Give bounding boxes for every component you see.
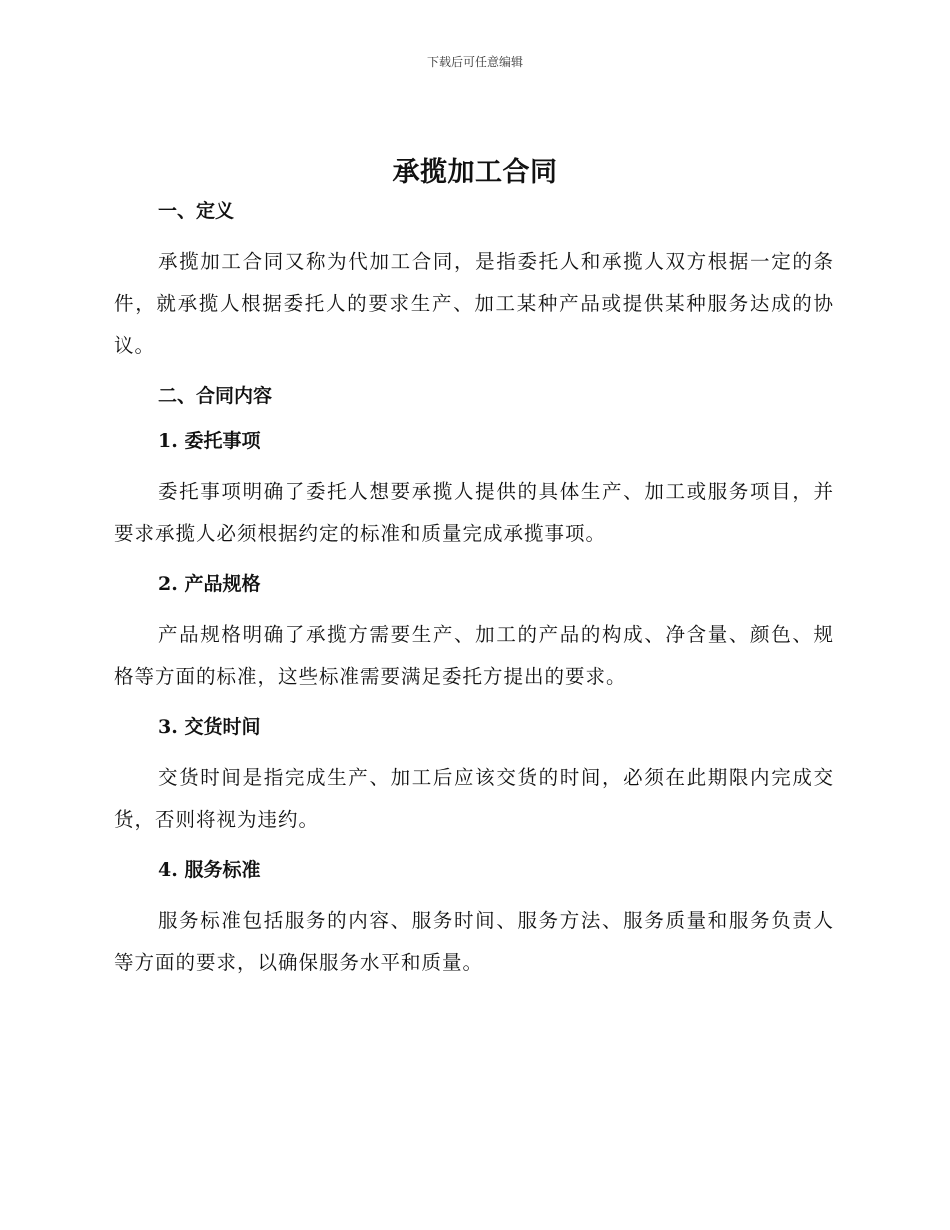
- section-delivery-time: [114, 712, 834, 855]
- section-paragraph: 委托事项明确了委托人想要承揽人提供的具体生产、加工或服务项目，并要求承揽人必须根据约定的标准和质量完成承揽事项。: [114, 480, 834, 545]
- section-paragraph: 交货时间是指完成生产、加工后应该交货的时间，必须在此期限内完成交货，否则将视为违约。: [114, 766, 834, 831]
- section-heading: 2. 产品规格: [158, 573, 261, 595]
- section-heading: 3. 交货时间: [158, 716, 261, 738]
- section-heading: 一、定义: [158, 200, 235, 222]
- section-heading: 1. 委托事项: [158, 430, 261, 452]
- document-body: [114, 196, 834, 984]
- section-heading: 4. 服务标准: [158, 859, 261, 881]
- section-contract-content: [114, 381, 834, 426]
- section-paragraph: 产品规格明确了承揽方需要生产、加工的产品的构成、净含量、颜色、规格等方面的标准，这些标准需要满足委托方提出的要求。: [114, 623, 834, 688]
- section-product-specs: [114, 569, 834, 712]
- section-service-standard: [114, 855, 834, 984]
- section-paragraph: 服务标准包括服务的内容、服务时间、服务方法、服务质量和服务负责人等方面的要求，以确保服务水平和质量。: [114, 909, 834, 974]
- section-heading: 二、合同内容: [158, 385, 273, 407]
- header-note: 下载后可任意编辑: [426, 55, 523, 69]
- page-title: 承揽加工合同: [392, 157, 558, 188]
- section-definition: [114, 196, 834, 381]
- section-entrusted-matters: [114, 426, 834, 569]
- section-paragraph: 承揽加工合同又称为代加工合同，是指委托人和承揽人双方根据一定的条件，就承揽人根据委托人的要求生产、加工某种产品或提供某种服务达成的协议。: [114, 250, 834, 357]
